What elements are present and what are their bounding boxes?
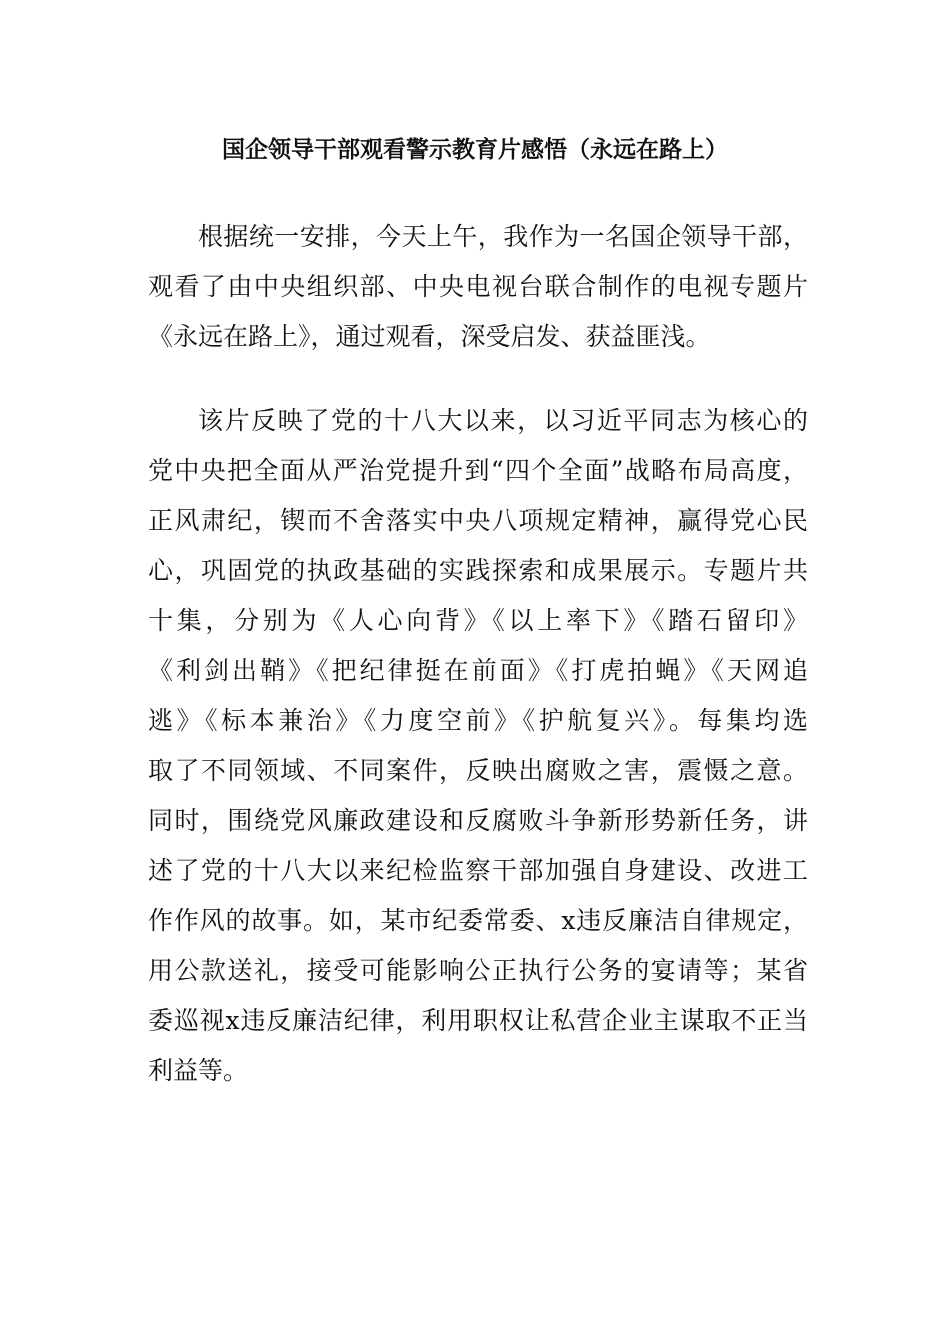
paragraph-line: 同时，围绕党风廉政建设和反腐败斗争新形势新任务，讲 <box>148 806 808 835</box>
paragraph-2 <box>148 396 808 1096</box>
paragraph-line: 逃》《标本兼治》《力度空前》《护航复兴》。每集均选 <box>148 706 808 735</box>
paragraph-line: 利益等。 <box>148 1056 249 1085</box>
paragraph-line: 正风肃纪，锲而不舍落实中央八项规定精神，赢得党心民 <box>148 506 808 535</box>
paragraph-line: 根据统一安排，今天上午，我作为一名国企领导干部， <box>198 222 808 251</box>
paragraph-line: 作作风的故事。如，某市纪委常委、x违反廉洁自律规定， <box>148 906 808 935</box>
paragraph-line: 《永远在路上》，通过观看，深受启发、获益匪浅。 <box>148 322 711 351</box>
paragraph-line: 党中央把全面从严治党提升到“四个全面”战略布局高度， <box>148 456 808 485</box>
paragraph-line: 心，巩固党的执政基础的实践探索和成果展示。专题片共 <box>148 556 808 585</box>
paragraph-line: 该片反映了党的十八大以来，以习近平同志为核心的 <box>198 406 808 435</box>
paragraph-line: 委巡视x违反廉洁纪律，利用职权让私营企业主谋取不正当 <box>148 1006 808 1035</box>
paragraph-line: 观看了由中央组织部、中央电视台联合制作的电视专题片 <box>148 272 808 301</box>
paragraph-line: 《利剑出鞘》《把纪律挺在前面》《打虎拍蝇》《天网追 <box>148 656 808 685</box>
paragraph-line: 述了党的十八大以来纪检监察干部加强自身建设、改进工 <box>148 856 808 885</box>
paragraph-line: 取了不同领域、不同案件，反映出腐败之害，震慑之意。 <box>148 756 808 785</box>
paragraph-line: 用公款送礼，接受可能影响公正执行公务的宴请等；某省 <box>148 956 808 985</box>
paragraph-1 <box>148 212 808 362</box>
document-title: 国企领导干部观看警示教育片感悟（永远在路上） <box>222 137 728 163</box>
paragraph-line: 十集，分别为《人心向背》《以上率下》《踏石留印》 <box>148 606 808 635</box>
